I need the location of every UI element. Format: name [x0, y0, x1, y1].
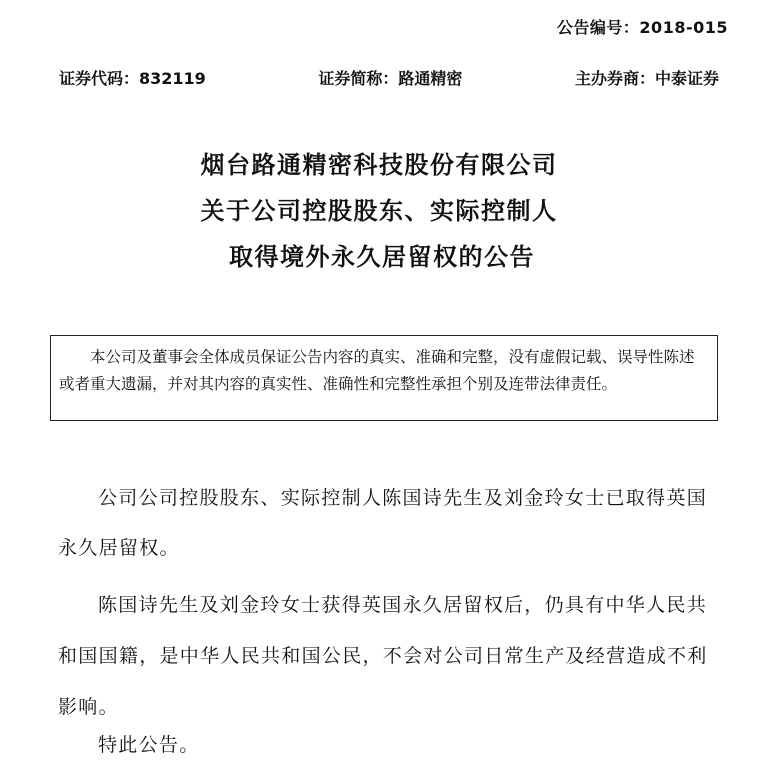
title-line-subject: 关于公司控股股东、实际控制人 [200, 197, 558, 225]
body-paragraph-1 [58, 473, 722, 573]
sponsor-broker: 主办券商：中泰证券 [574, 69, 719, 88]
notice-number: 公告编号：2018-015 [556, 18, 728, 37]
closing-text: 特此公告。 [98, 734, 200, 756]
body-paragraph-2 [58, 580, 722, 733]
title-line-company: 烟台路通精密科技股份有限公司 [200, 151, 558, 179]
security-short-name: 证券简称：路通精密 [318, 69, 463, 88]
announcement-title [0, 142, 768, 280]
board-statement-box [50, 335, 718, 421]
paragraph-text: 公司公司控股股东、实际控制人陈国诗先生及刘金玲女士已取得英国永久居留权。 [58, 487, 708, 559]
title-line-topic: 取得境外永久居留权的公告 [229, 243, 535, 271]
board-statement-text: 本公司及董事会全体成员保证公告内容的真实、准确和完整，没有虚假记载、误导性陈述或者重大遗漏，并对其内容的真实性、准确性和完整性承担个别及连带法律责任。 [59, 348, 695, 393]
paragraph-text: 陈国诗先生及刘金玲女士获得英国永久居留权后，仍具有中华人民共和国国籍，是中华人民共和国公民，不会对公司日常生产及经营造成不利影响。 [58, 594, 708, 718]
body-paragraph-3 [58, 729, 722, 761]
security-code: 证券代码：832119 [59, 69, 206, 88]
security-info-row [59, 66, 719, 89]
